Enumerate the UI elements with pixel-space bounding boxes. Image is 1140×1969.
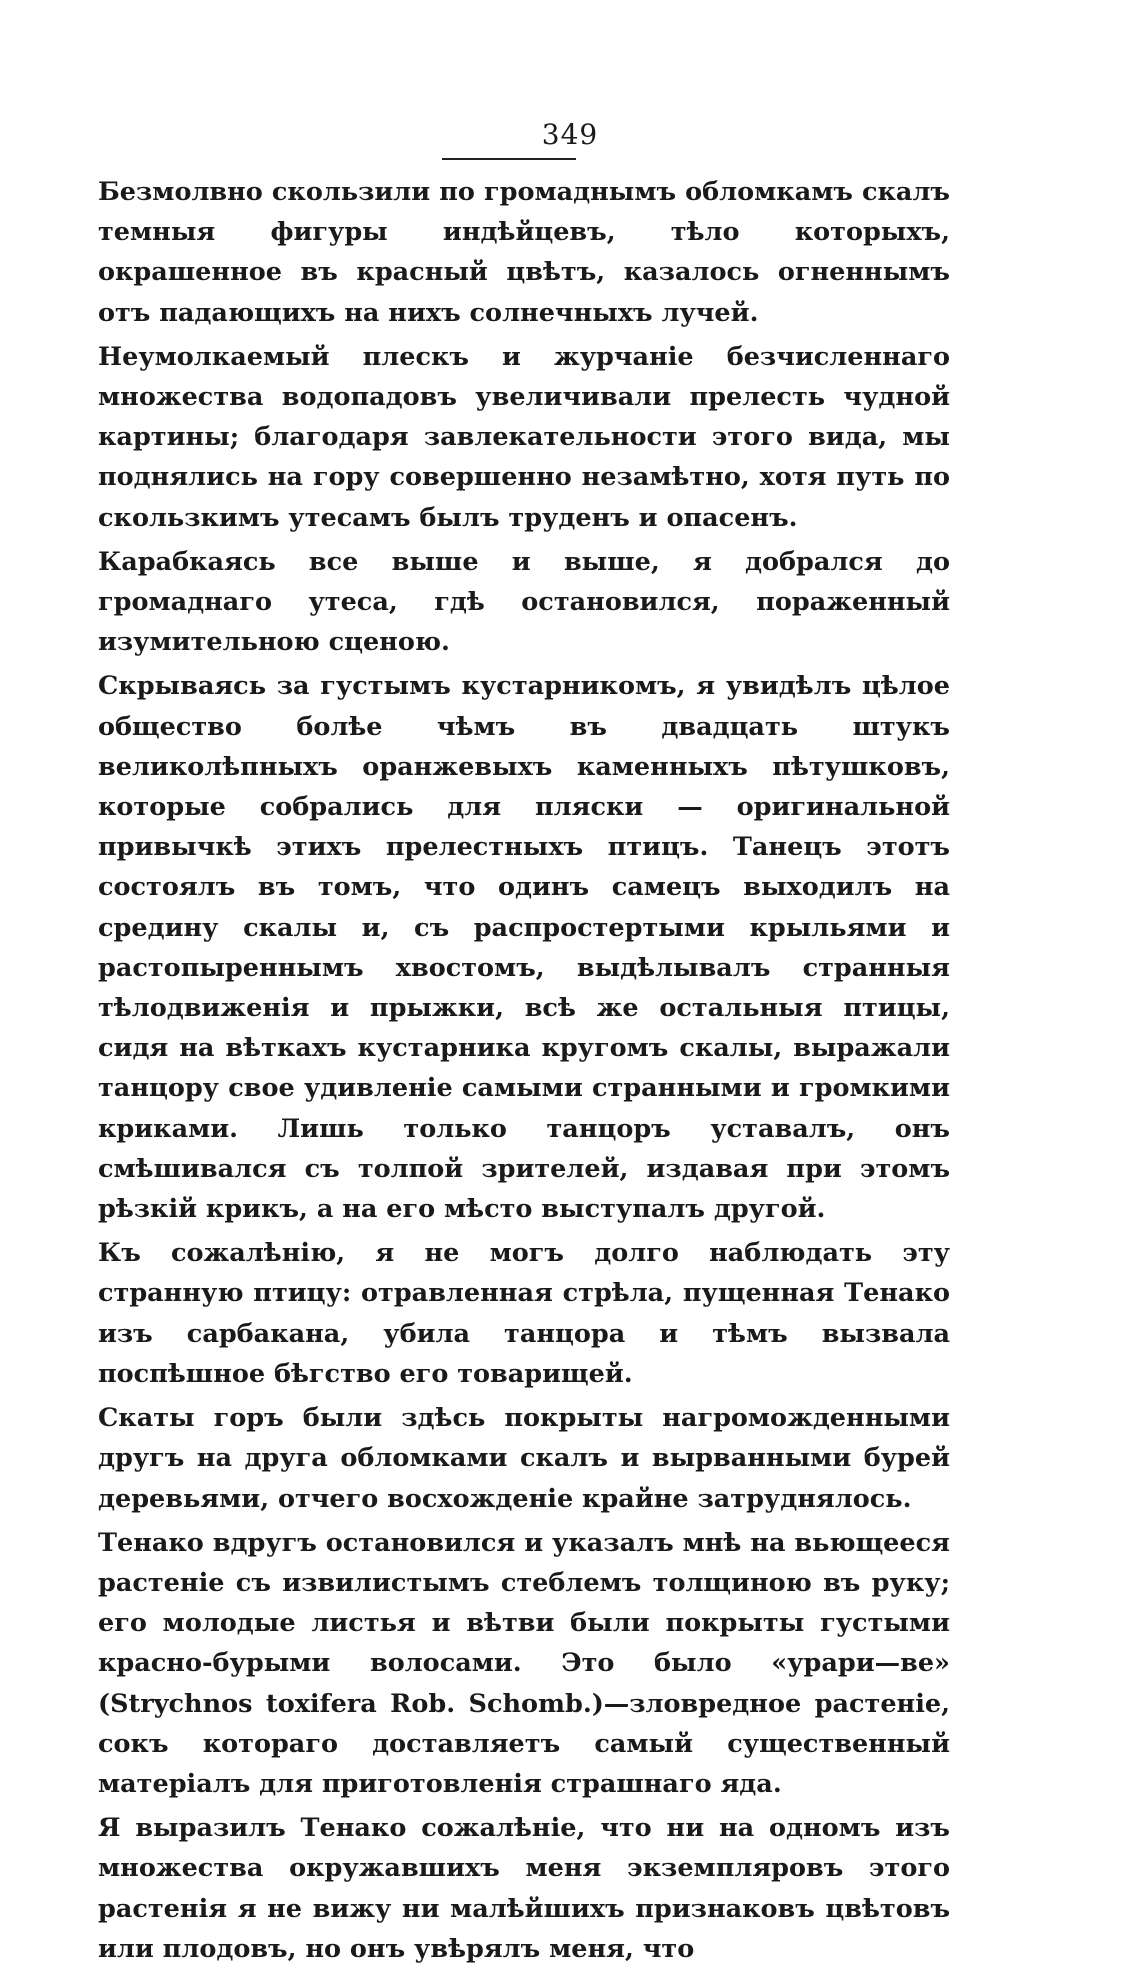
paragraph: Къ сожалѣнію, я не могъ долго наблюдать эту странную птицу: отравленная стрѣла, пущенная Тенако изъ сарбакана, убила танцора и тѣмъ вызвала поспѣшное бѣгство его товарищей. (98, 1238, 950, 1389)
paragraph: Скрываясь за густымъ кустарникомъ, я увидѣлъ цѣлое общество болѣе чѣмъ въ двадцать штукъ великолѣпныхъ оранжевыхъ каменныхъ пѣтушковъ, которые собрались для пляски — оригинальной привычкѣ этихъ прелестныхъ птицъ. Танецъ этотъ состоялъ въ томъ, что одинъ самецъ выходилъ на средину скалы и, съ распростертыми крыльями и растопыреннымъ хвостомъ, выдѣлывалъ странныя тѣлодвиженія и прыжки, всѣ же остальныя птицы, сидя на вѣткахъ кустарника кругомъ скалы, выражали танцору свое удивленіе самыми странными и громкими криками. Лишь только танцоръ уставалъ, онъ смѣшивался съ толпой зрителей, издавая при этомъ рѣзкій крикъ, а на его мѣсто выступалъ другой. (98, 671, 950, 1225)
paragraph: Неумолкаемый плескъ и журчаніе безчисленнаго множества водопадовъ увеличивали прелесть чудной картины; благодаря завлекательности этого вида, мы поднялись на гору совершенно незамѣтно, хотя путь по скользкимъ утесамъ былъ труденъ и опасенъ. (98, 341, 950, 533)
header-rule (442, 158, 576, 160)
paragraph: Безмолвно скользили по громаднымъ обломкамъ скалъ темныя фигуры индѣйцевъ, тѣло которыхъ, окрашенное въ красный цвѣтъ, казалось огненнымъ отъ падающихъ на нихъ солнечныхъ лучей. (98, 177, 950, 328)
paragraph: Я выразилъ Тенако сожалѣніе, что ни на одномъ изъ множества окружавшихъ меня экземпляровъ этого растенія я не вижу ни малѣйшихъ признаковъ цвѣтовъ или плодовъ, но онъ увѣрялъ меня, что (98, 1813, 950, 1964)
paragraph: Скаты горъ были здѣсь покрыты нагроможденными другъ на друга обломками скалъ и вырванными бурей деревьями, отчего восхожденіе крайне затруднялось. (98, 1403, 950, 1514)
body-text (98, 172, 950, 1969)
page-number: 349 (541, 118, 599, 151)
paragraph: Карабкаясь все выше и выше, я добрался до громаднаго утеса, гдѣ остановился, пораженный изумительною сценою. (98, 546, 950, 658)
paragraph: Тенако вдругъ остановился и указалъ мнѣ на вьющееся растеніе съ извилистымъ стеблемъ толщиною въ руку; его молодые листья и вѣтви были покрыты густыми красно-бурыми волосами. Это было «урари—ве» (Strychnos toxifera Rob. Schomb.)—зловредное растеніе, сокъ котораго доставляетъ самый существенный матеріалъ для приготовленія страшнаго яда. (98, 1527, 950, 1799)
